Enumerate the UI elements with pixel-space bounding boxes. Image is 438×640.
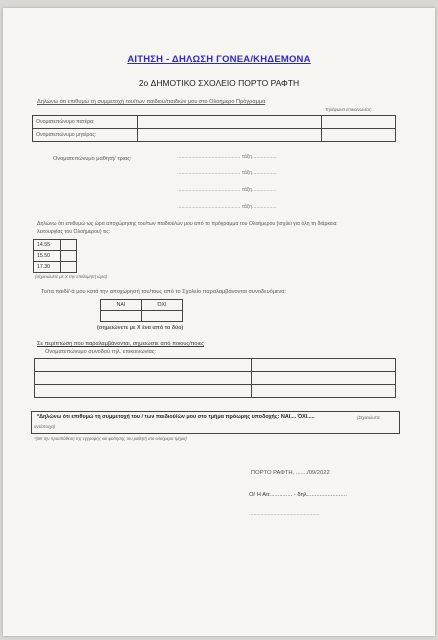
hours-table bbox=[33, 239, 77, 273]
hour-checkbox-3[interactable] bbox=[61, 262, 77, 273]
pickup-yes[interactable]: ΝΑΙ bbox=[101, 300, 142, 311]
hour-checkbox-1[interactable] bbox=[61, 240, 77, 251]
escort-name-1[interactable] bbox=[35, 359, 252, 372]
table-row bbox=[101, 311, 183, 322]
form-title: ΑΙΤΗΣΗ - ΔΗΛΩΣΗ ΓΟΝΕΑ/ΚΗΔΕΜΟΝΑ bbox=[127, 54, 311, 65]
table-row bbox=[101, 300, 183, 311]
parents-table bbox=[32, 115, 396, 142]
escort-phone-3[interactable] bbox=[252, 385, 396, 398]
hour-option-2: 15.50 bbox=[34, 251, 61, 262]
table-row bbox=[33, 129, 396, 142]
student-label: Ονοματεπώνυμο μαθητή/ τριας: bbox=[53, 156, 132, 162]
hours-intro-2: λειτουργίας του Ολοήμερου) τις: bbox=[37, 229, 111, 235]
table-row bbox=[35, 385, 396, 398]
signature-line[interactable]: ................................................. bbox=[249, 511, 320, 517]
school-name: 2o ΔΗΜΟΤΙΚΟ ΣΧΟΛΕΙΟ ΠΟΡΤΟ ΡΑΦΤΗ bbox=[138, 78, 300, 88]
table-row bbox=[35, 359, 396, 372]
student-line-3[interactable]: ............................................ τάξη................. bbox=[177, 187, 277, 193]
hour-option-1: 14.55 bbox=[34, 240, 61, 251]
escort-phone-1[interactable] bbox=[252, 359, 396, 372]
pickup-question: Το/τα παιδί/-ά μου κατά την αποχώρησή του/τους από το Σχολείο παραλαμβάνονται συνοδευόμενα: bbox=[41, 289, 287, 295]
table-row bbox=[34, 251, 77, 262]
signer-line[interactable]: Ο/ Η Αιτ.............. - δηλ......................... bbox=[249, 492, 347, 498]
pickup-no[interactable]: ΌΧΙ bbox=[142, 300, 183, 311]
table-row bbox=[35, 372, 396, 385]
pickup-no-box[interactable] bbox=[142, 311, 183, 322]
hour-checkbox-2[interactable] bbox=[61, 251, 77, 262]
early-reception-text: *Δηλώνω ότι επιθυμώ τη συμμετοχή του / των παιδιού/ών μου στο τμήμα πρόωρης υποδοχής: ΝΑΙ.... ΌΧΙ..... bbox=[37, 414, 315, 420]
hours-intro: Δηλώνω ότι επιθυμώ ως ώρα αποχώρησης του/των παιδιού/ών μου από το πρόγραμμα του Ολοήμερου (ισχύει για όλη τη διάρκεια bbox=[37, 221, 337, 227]
mother-label: Ονοματεπώνυμο μητέρας: bbox=[33, 129, 138, 142]
student-line-1[interactable]: ............................................ τάξη................. bbox=[177, 154, 277, 160]
pickup-yes-box[interactable] bbox=[101, 311, 142, 322]
hours-note: (σημειώνετε με Χ την επιθυμητή ώρα) bbox=[35, 274, 108, 279]
table-row bbox=[34, 262, 77, 273]
pickup-note: (σημειώνετε με Χ ένα από τα δύο) bbox=[97, 325, 184, 331]
father-label: Ονοματεπώνυμο πατέρα: bbox=[33, 116, 138, 129]
hour-option-3: 17.30 bbox=[34, 262, 61, 273]
early-footnote: *(Με την προϋπόθεση της εγγραφής και φοίτησης του μαθητή στο ολοήμερο τμήμα) bbox=[34, 436, 187, 441]
mother-name-field[interactable] bbox=[138, 129, 322, 142]
father-phone-field[interactable] bbox=[322, 116, 396, 129]
escort-label: Ονοματεπώνυμο συνοδού τηλ. επικοινωνίας: bbox=[45, 349, 157, 355]
early-reception-hint: (Σημειώνετε bbox=[357, 415, 380, 420]
place-date: ΠΟΡΤΟ ΡΑΦΤΗ, ......./09/2022 bbox=[251, 470, 330, 476]
escort-name-2[interactable] bbox=[35, 372, 252, 385]
pickup-table bbox=[100, 299, 183, 322]
form-sheet bbox=[3, 8, 435, 636]
escort-name-3[interactable] bbox=[35, 385, 252, 398]
student-line-4[interactable]: ............................................ τάξη................. bbox=[177, 204, 277, 210]
intro-statement: Δηλώνω ότι επιθυμώ τη συμμετοχή του/των παιδιού/παιδιών μου στο Ολοήμερο Πρόγραμμα bbox=[37, 99, 266, 105]
father-name-field[interactable] bbox=[138, 116, 322, 129]
mother-phone-field[interactable] bbox=[322, 129, 396, 142]
table-row bbox=[34, 240, 77, 251]
escort-phone-2[interactable] bbox=[252, 372, 396, 385]
phone-label: Τηλέφωνα επικοινωνίας: bbox=[325, 107, 373, 112]
escort-table bbox=[34, 358, 396, 398]
student-line-2[interactable]: ............................................ τάξη................. bbox=[177, 170, 277, 176]
early-reception-hint-2: αντίστοιχα) bbox=[34, 424, 56, 429]
table-row bbox=[33, 116, 396, 129]
escort-heading: Σε περίπτωση που παραλαμβάνονται, σημειώστε από ποιους/ποιες bbox=[37, 341, 204, 347]
